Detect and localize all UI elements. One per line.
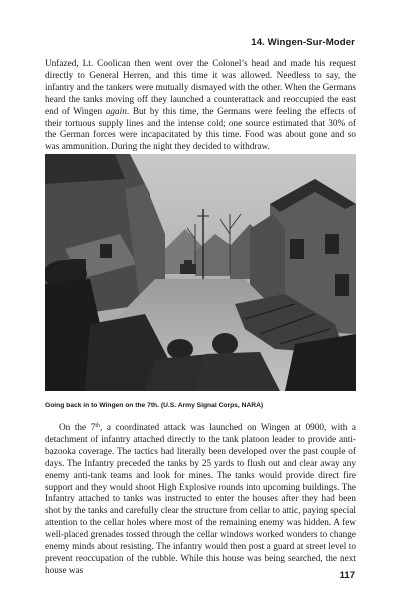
body-paragraph-1 <box>45 59 356 154</box>
photograph <box>45 154 356 391</box>
figure-caption: Going back in to Wingen on the 7th. (U.S. Army Signal Corps, NARA) <box>45 402 264 409</box>
text-run: , a coordinated attack was launched on Wingen at 0900, with a detachment of infantry attached directly to the tank platoon leader to provide anti-bazooka coverage. The tactics had literally been developed over the past couple of days. The Infantry preceded the tanks by 25 yards to flush out and clear away any enemy anti-tank teams and look for mines. The tanks would provide direct fire support and they would shoot High Explosive rounds into upcoming buildings. The Infantry attached to tanks was instructed to enter the houses after they had been shot by the tanks and carefully clear the structure from cellar to attic, paying special attention to the cellar holes where most of the remaining enemy was hidden. A few well-placed grenades tossed through the cellar windows worked wonders to change enemy minds about resisting. The infantry would then post a guard at street level to prevent reoccupation of the rubble. While this house was being searched, the next house was <box>45 423 356 576</box>
body-paragraph-2 <box>45 423 356 578</box>
wartime-street-photo <box>45 154 356 391</box>
text-run: On the 7 <box>59 423 96 433</box>
text-run: . But by this time, the Germans were feeling the effects of their tortuous supply lines and the intense cold; one source estimated that 30% of the German forces were incapacitated by this time. Food was about gone and so was ammunition. During the night they decided to withdraw. <box>45 106 356 153</box>
running-head: 14. Wingen-Sur-Moder <box>251 37 355 48</box>
text-run: Unfazed, Lt. Coolican then went over the Colonel’s head and made his request directly to General Herren, and this time it was allowed. Needless to say, the infantry and the tankers were mutually dismayed with the other. When the Germans heard the tanks moving off they launched a counterattack and reoccupied the east end of Wingen <box>45 59 356 117</box>
italic-run: again <box>105 106 127 117</box>
superscript-run: th <box>95 423 100 429</box>
page-number: 117 <box>339 570 355 581</box>
